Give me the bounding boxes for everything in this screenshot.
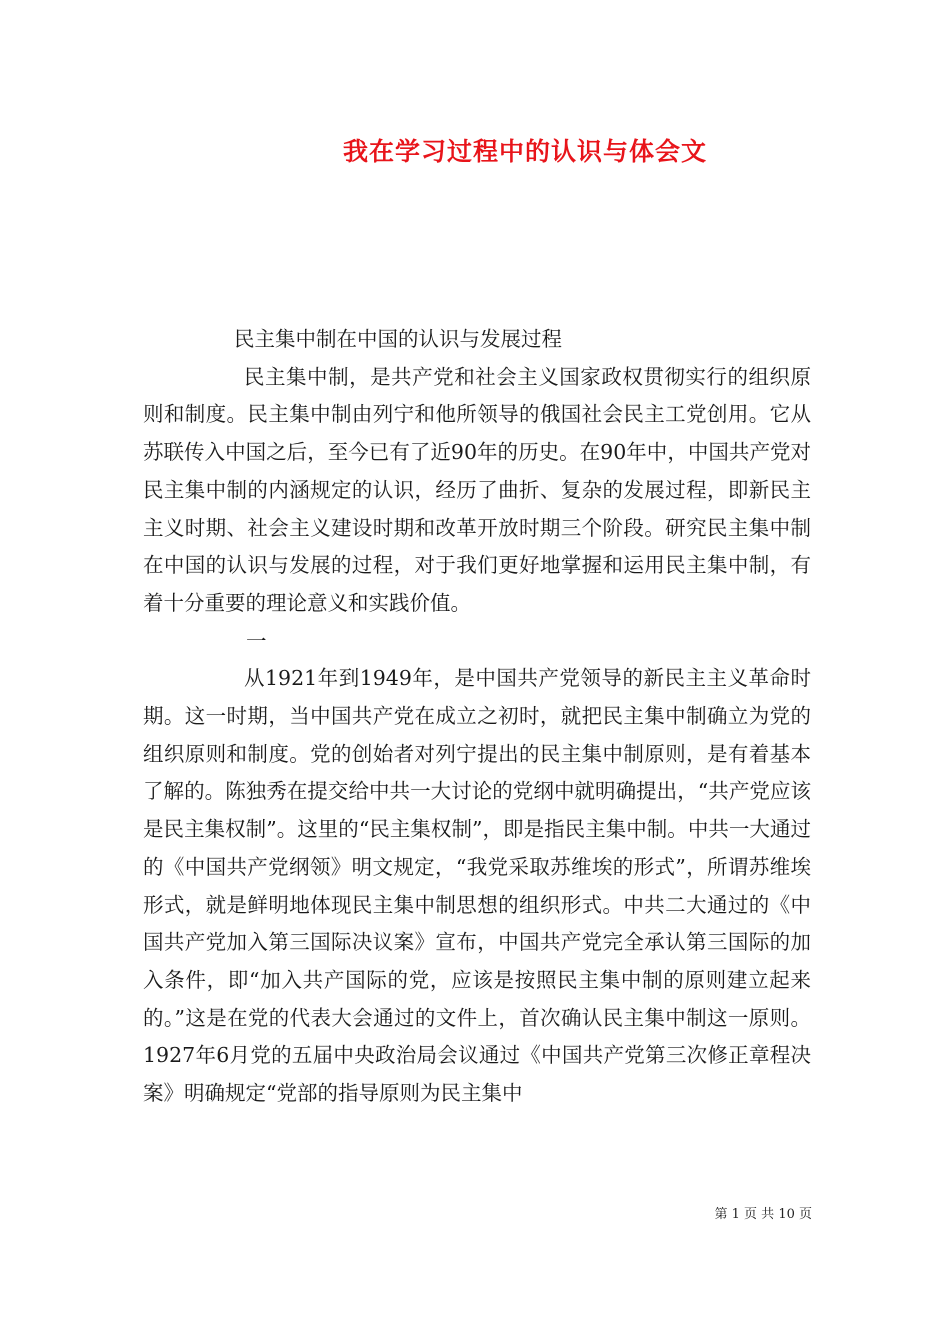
page-number: 第 1 页 共 10 页 xyxy=(714,1207,812,1222)
paragraph-2: 从1921年到1949年，是中国共产党领导的新民主主义革命时期。这一时期，当中国共产党在成立之初时，就把民主集中制确立为党的组织原则和制度。党的创始者对列宁提出的民主集中制原则，是有着基本了解的。陈独秀在提交给中共一大讨论的党纲中就明确提出，“共产党应该是民主集权制”。这里的“民主集权制”，即是指民主集中制。中共一大通过的《中国共产党纲领》明文规定，“我党采取苏维埃的形式”，所谓苏维埃形式，就是鲜明地体现民主集中制思想的组织形式。中共二大通过的《中国共产党加入第三国际决议案》宣布，中国共产党完全承认第三国际的加入条件，即“加入共产国际的党，应该是按照民主集中制的原则建立起来的。”这是在党的代表大会通过的文件上，首次确认民主集中制这一原则。1927年6月党的五届中央政治局会议通过《中国共产党第三次修正章程决案》明确规定“党部的指导原则为民主集中 xyxy=(143,666,811,1106)
document-body xyxy=(143,321,811,1113)
document-subtitle: 民主集中制在中国的认识与发展过程 xyxy=(234,327,562,351)
document-title: 我在学习过程中的认识与体会文 xyxy=(342,137,707,166)
section-number: 一 xyxy=(246,628,267,653)
paragraph-1: 民主集中制，是共产党和社会主义国家政权贯彻实行的组织原则和制度。民主集中制由列宁和他所领导的俄国社会民主工党创用。它从苏联传入中国之后，至今已有了近90年的历史。在90年中，中国共产党对民主集中制的内涵规定的认识，经历了曲折、复杂的发展过程，即新民主主义时期、社会主义建设时期和改革开放时期三个阶段。研究民主集中制在中国的认识与发展的过程，对于我们更好地掌握和运用民主集中制，有着十分重要的理论意义和实践价值。 xyxy=(143,364,811,615)
